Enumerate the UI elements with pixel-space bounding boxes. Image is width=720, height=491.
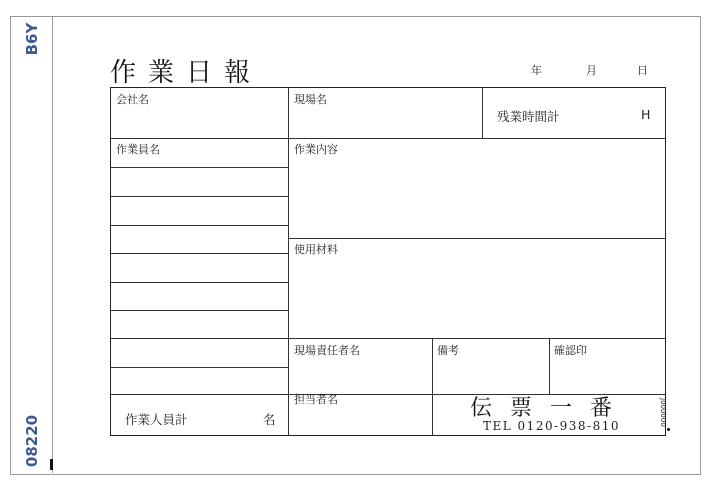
row-divider <box>111 167 289 168</box>
stub-bottom-code: 08220 <box>23 414 41 468</box>
row-divider <box>111 225 289 226</box>
brand-tel: TEL 0120-938-810 <box>483 419 621 433</box>
row-divider <box>111 282 289 283</box>
site-manager-label: 現場責任者名 <box>294 344 360 357</box>
materials-label: 使用材料 <box>294 243 338 256</box>
row-divider <box>111 196 289 197</box>
overtime-label: 残業時間計 <box>497 109 560 124</box>
worker-total-unit: 名 <box>263 412 276 427</box>
stub-mark <box>50 459 53 470</box>
row-divider <box>111 138 665 139</box>
row-divider <box>111 338 665 339</box>
stub-perforation <box>52 16 53 473</box>
site-label: 現場名 <box>294 93 327 106</box>
worker-total-label: 作業人員計 <box>125 412 188 427</box>
report-table <box>110 87 666 436</box>
person-in-charge-label: 担当者名 <box>294 393 338 406</box>
col-divider <box>432 338 433 435</box>
page-title: 作業日報 <box>110 58 263 88</box>
col-divider <box>288 88 289 435</box>
company-label: 会社名 <box>116 93 149 106</box>
work-content-label: 作業内容 <box>294 143 338 156</box>
seal-label: 確認印 <box>554 344 587 357</box>
date-year-label: 年 <box>531 64 542 77</box>
date-day-label: 日 <box>637 64 648 77</box>
brand-name: 伝票一番 <box>470 396 631 421</box>
stub-top-code: B6Y <box>23 22 41 56</box>
col-divider <box>549 338 550 394</box>
date-month-label: 月 <box>586 64 597 77</box>
row-divider <box>289 238 665 239</box>
workers-label: 作業員名 <box>116 143 160 156</box>
remarks-label: 備考 <box>437 344 459 357</box>
row-divider <box>111 253 289 254</box>
side-code: J000000 <box>659 398 667 427</box>
overtime-unit: H <box>641 107 651 122</box>
col-divider <box>482 88 483 138</box>
row-divider <box>111 367 289 368</box>
side-code-dot <box>667 428 670 431</box>
row-divider <box>111 310 289 311</box>
